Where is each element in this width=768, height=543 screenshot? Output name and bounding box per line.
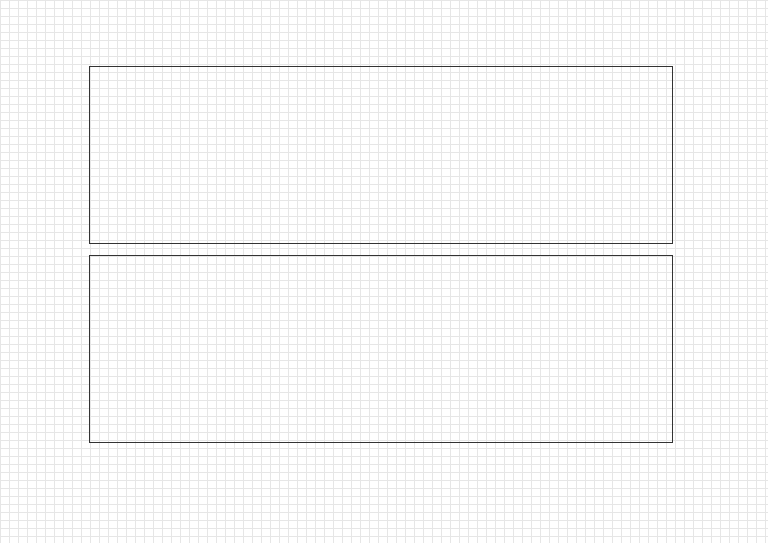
top-table-frame (89, 66, 673, 244)
schedule-table-frame (89, 255, 673, 443)
